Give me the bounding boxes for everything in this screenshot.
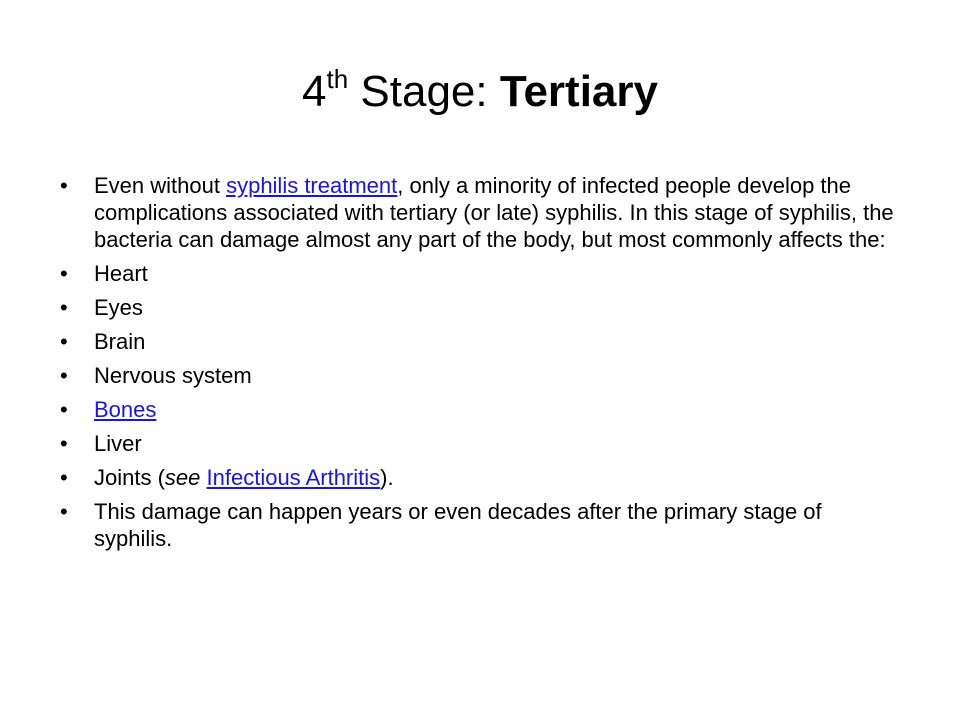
bullet-text: Heart: [94, 261, 148, 286]
bullet-icon: •: [60, 465, 68, 490]
bullet-item: [60, 172, 894, 253]
bullet-icon: •: [60, 397, 68, 422]
bullet-item: [60, 294, 894, 321]
bullet-text: Nervous system: [94, 363, 252, 388]
bullet-icon: •: [60, 173, 68, 198]
title-ordinal: 4: [302, 67, 327, 116]
bullet-item: [60, 430, 894, 457]
infectious-arthritis-link[interactable]: Infectious Arthritis: [206, 465, 381, 490]
bullet-text: Eyes: [94, 295, 143, 320]
bullet-italic-text: see: [164, 465, 207, 490]
bullet-icon: •: [60, 499, 68, 524]
bullet-item: [60, 396, 894, 423]
bullet-list: [60, 172, 894, 559]
bullet-text: , only a minority of infected people develop the complications associated with tertiary (or late) syphilis. In this stage of syphilis, the bacteria can damage almost any part of the body, but most commonly affects the:: [94, 173, 894, 252]
bullet-item: [60, 260, 894, 287]
bullet-text: Joints (: [94, 465, 165, 490]
bullet-text: Liver: [94, 431, 142, 456]
bullet-icon: •: [60, 295, 68, 320]
bullet-item: [60, 498, 894, 552]
bullet-item: [60, 464, 894, 491]
title-prefix: Stage:: [348, 67, 500, 116]
bullet-icon: •: [60, 329, 68, 354]
bullet-item: [60, 328, 894, 355]
bullet-icon: •: [60, 363, 68, 388]
bullet-icon: •: [60, 261, 68, 286]
bullet-text: ).: [380, 465, 394, 490]
title-superscript: th: [326, 64, 349, 94]
bullet-text: This damage can happen years or even decades after the primary stage of syphilis.: [94, 499, 822, 551]
title-emphasis: Tertiary: [499, 67, 658, 116]
syphilis-treatment-link[interactable]: syphilis treatment: [226, 173, 398, 198]
slide-title: [0, 62, 960, 122]
bones-link[interactable]: Bones: [94, 397, 157, 422]
bullet-text: Brain: [94, 329, 146, 354]
bullet-item: [60, 362, 894, 389]
bullet-text: Even without: [94, 173, 227, 198]
bullet-icon: •: [60, 431, 68, 456]
